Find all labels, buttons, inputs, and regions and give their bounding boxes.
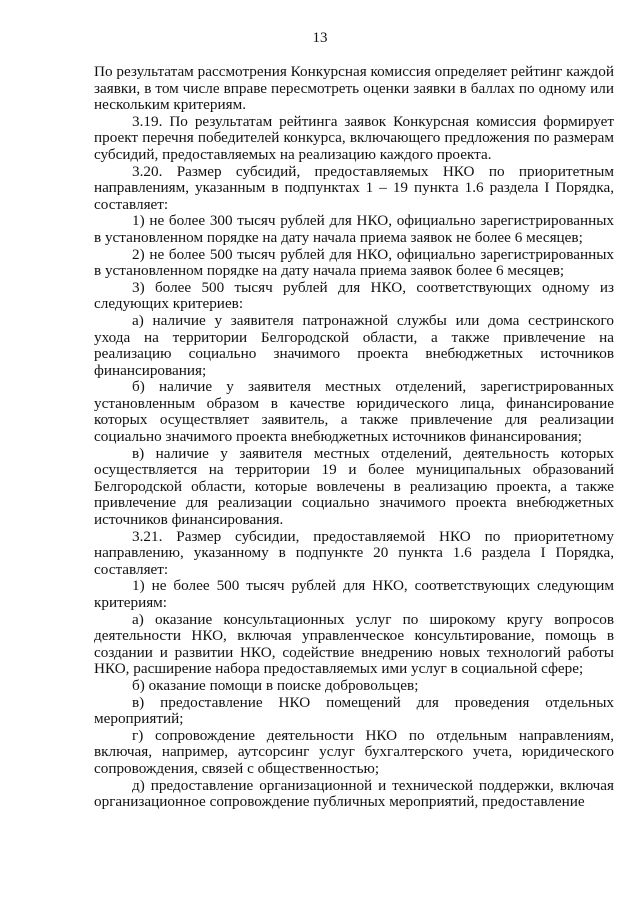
paragraph: б) наличие у заявителя местных отделений, зарегистрированных установленным образом в качестве юридического лица, финансирование которых осуществляет заявитель, а также привлечение для реализации социально значимого проекта внебюджетных источников финансирования; [94, 378, 614, 446]
paragraph: 3) более 500 тысяч рублей для НКО, соответствующих одному из следующих критериев: [94, 278, 614, 313]
paragraph: г) сопровождение деятельности НКО по отдельным направлениям, включая, например, аутсорсинг услуг бухгалтерского учета, юридического сопровождения, связей с общественностью; [94, 726, 614, 777]
paragraph: а) наличие у заявителя патронажной службы или дома сестринского ухода на территории Белгородской области, а также привлечение на реализацию социально значимого проекта внебюджетных источников финансирования; [94, 311, 614, 379]
paragraph: б) оказание помощи в поиске добровольцев; [132, 676, 419, 694]
paragraph: 3.20. Размер субсидий, предоставляемых НКО по приоритетным направлениям, указанным в подпунктах 1 – 19 пункта 1.6 раздела I Порядка, составляет: [94, 162, 614, 213]
paragraph: 3.19. По результатам рейтинга заявок Конкурсная комиссия формирует проект перечня победителей конкурса, включающего предложения по размерам субсидий, предоставляемых на реализацию каждого проекта. [94, 112, 614, 163]
paragraph: а) оказание консультационных услуг по широкому кругу вопросов деятельности НКО, включая управленческое консультирование, помощь в создании и развитии НКО, содействие внедрению новых технологий работы НКО, расширение набора предоставляемых ими услуг в социальной сфере; [94, 610, 614, 678]
document-body [94, 64, 614, 811]
paragraph: в) наличие у заявителя местных отделений, деятельность которых осуществляется на территории 19 и более муниципальных образований Белгородской области, которые вовлечены в реализацию проекта, а также привлечение для реализации социально значимого проекта внебюджетных источников финансирования. [94, 444, 614, 529]
paragraph: в) предоставление НКО помещений для проведения отдельных мероприятий; [94, 693, 614, 728]
paragraph: По результатам рассмотрения Конкурсная комиссия определяет рейтинг каждой заявки, в том числе вправе пересмотреть оценки заявки в баллах по одному или нескольким критериям. [94, 63, 614, 114]
paragraph: д) предоставление организационной и технической поддержки, включая организационное сопровождение публичных мероприятий, предоставление [94, 776, 614, 811]
paragraph: 1) не более 500 тысяч рублей для НКО, соответствующих следующим критериям: [94, 577, 614, 611]
paragraph: 3.21. Размер субсидии, предоставляемой НКО по приоритетному направлению, указанному в подпункте 20 пункта 1.6 раздела I Порядка, составляет: [94, 527, 614, 578]
paragraph: 2) не более 500 тысяч рублей для НКО, официально зарегистрированных в установленном порядке на дату начала приема заявок более 6 месяцев; [94, 245, 614, 280]
paragraph: 1) не более 300 тысяч рублей для НКО, официально зарегистрированных в установленном порядке на дату начала приема заявок не более 6 месяцев; [94, 212, 614, 246]
page-number: 13 [312, 30, 328, 46]
